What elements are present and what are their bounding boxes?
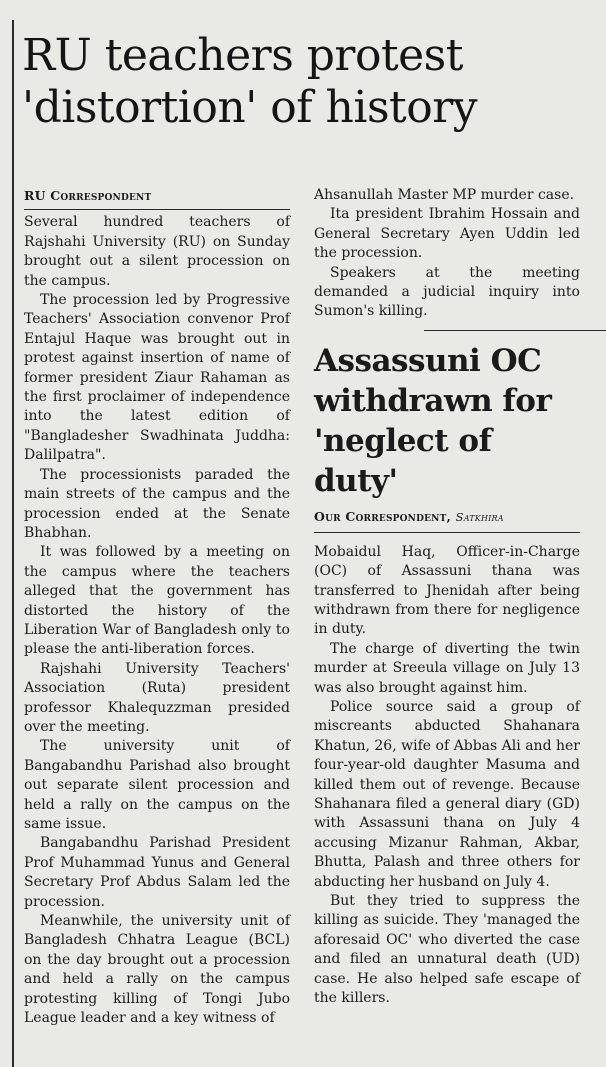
story1-paragraph: Rajshahi University Teachers' Association (Ruta) president professor Khalequzzman presided over the meeting. (24, 660, 290, 735)
story-divider (424, 330, 606, 332)
story2-paragraph: Police source said a group of miscreants abducted Shahanara Khatun, 26, wife of Abbas Ali and her four-year-old daughter Masuma and killed them out of revenge. Because Shahanara filed a general diary (GD) with Assassuni thana on July 4 accusing Mizanur Rahman, Akbar, Bhutta, Palash and three others for abducting her husband on July 4. (314, 699, 580, 890)
column-rule (12, 20, 14, 1067)
headline-line-2: 'distortion' of history (22, 82, 478, 133)
story2-paragraph: Mobaidul Haq, Officer-in-Charge (OC) of Assassuni thana was transferred to Jhenidah after being withdrawn from there for negligence in duty. (314, 543, 580, 638)
story2-paragraph: But they tried to suppress the killing as suicide. They 'managed the aforesaid OC' who diverted the case and filed an unnatural death (UD) case. He also helped safe escape of the killers. (314, 893, 580, 1007)
story1-continuation: Speakers at the meeting demanded a judicial inquiry into Sumon's killing. (314, 264, 580, 320)
story1-paragraph: The university unit of Bangabandhu Parishad also brought out separate silent procession and held a rally on the campus on the same issue. (24, 738, 290, 832)
main-headline (22, 30, 602, 134)
story1-paragraph: Several hundred teachers of Rajshahi University (RU) on Sunday brought out a silent procession on the campus. (24, 214, 290, 289)
story2-paragraph: The charge of diverting the twin murder at Sreeula village on July 13 was also brought against him. (314, 640, 580, 696)
story1-paragraph: The processionists paraded the main streets of the campus and the procession ended at the Senate Bhabhan. (24, 466, 290, 541)
story1-continuation: Ita president Ibrahim Hossain and General Secretary Ayen Uddin led the procession. (314, 206, 580, 262)
story1-continuation: Ahsanullah Master MP murder case. (314, 187, 575, 203)
story2-byline-place: Satkhira (455, 510, 504, 525)
right-column (314, 186, 580, 1009)
story1-byline: RU Correspondent (24, 186, 290, 210)
story1-column (24, 186, 290, 1028)
headline-line-1: RU teachers protest (22, 30, 463, 81)
story1-paragraph: It was followed by a meeting on the campus where the teachers alleged that the government has distorted the history of the Liberation War of Bangladesh only to please the anti-liberation forces. (24, 544, 290, 658)
story2-byline-name: Our Correspondent, (314, 509, 452, 525)
story2-byline (314, 507, 580, 532)
story1-paragraph: The procession led by Progressive Teachers' Association convenor Prof Entajul Haque was brought out in protest against insertion of name of former president Ziaur Rahaman as the first proclaimer of independence into the latest edition of "Bangladesher Swadhinata Juddha: Dalilpatra". (24, 292, 290, 464)
story2-headline: Assassuni OC withdrawn for 'neglect of duty' (314, 343, 552, 500)
story1-paragraph: Meanwhile, the university unit of Bangladesh Chhatra League (BCL) on the day brought out a procession and held a rally on the campus protesting killing of Tongi Jubo League leader and a key witness of (24, 913, 290, 1027)
story1-paragraph: Bangabandhu Parishad President Prof Muhammad Yunus and General Secretary Prof Abdus Salam led the procession. (24, 835, 290, 910)
